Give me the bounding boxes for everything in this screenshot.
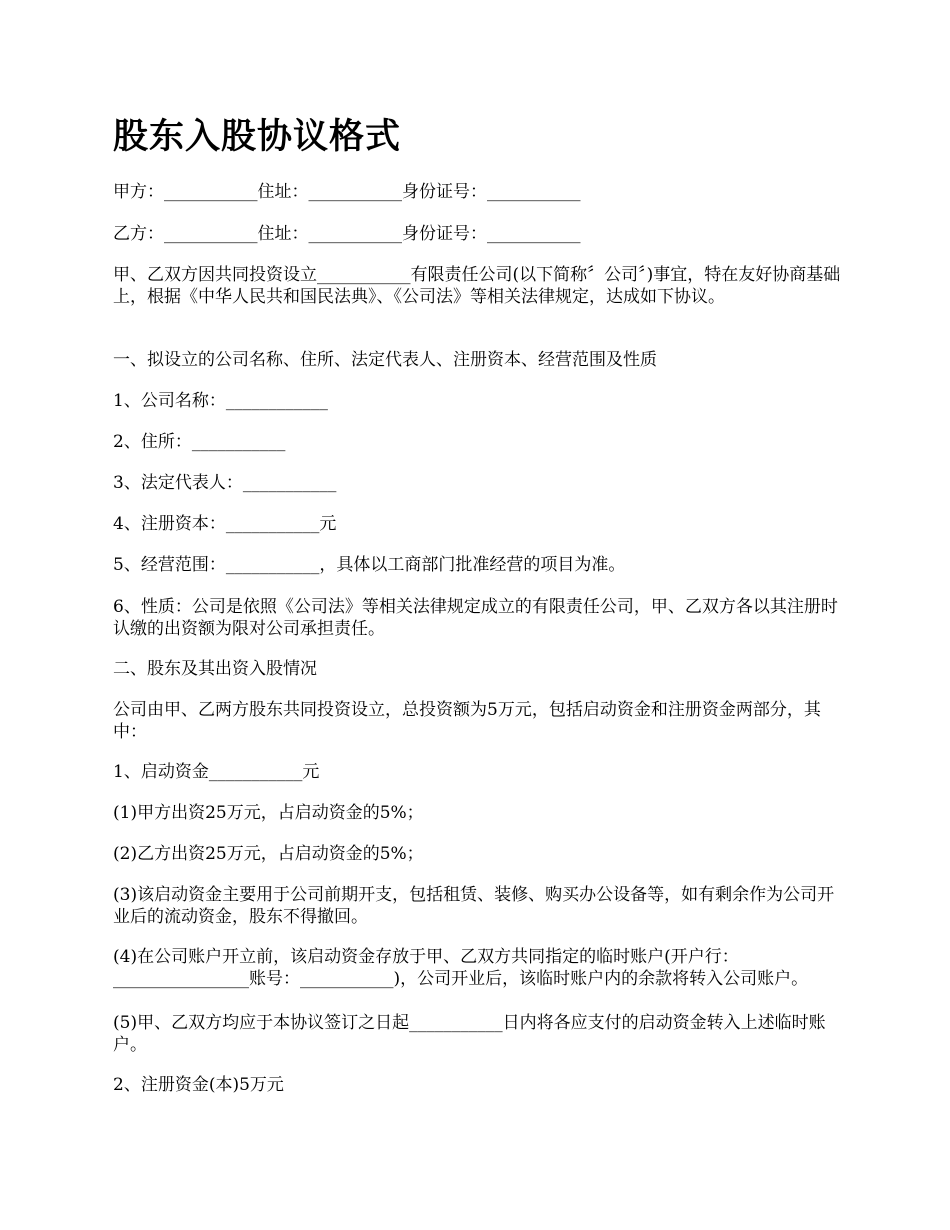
clause-2-line: (2)乙方出资25万元，占启动资金的5%； [113,844,424,864]
nature-paragraph: 6、性质：公司是依照《公司法》等相关法律规定成立的有限责任公司，甲、乙双方各以其注册时认缴的出资额为限对公司承担责任。 [113,597,838,639]
party-a-line: 甲方：___________住址：___________身份证号：___________ [113,182,581,202]
registered-capital-line: 4、注册资本：___________元 [113,514,337,534]
domicile-line: 2、住所：___________ [113,432,286,452]
clause-4-paragraph: (4)在公司账户开立前，该启动资金存放于甲、乙双方共同指定的临时账户(开户行：________________账号：___________)，公司开业后，该临时账户内的余款将转入公司账户。 [113,947,809,989]
preamble-paragraph: 甲、乙双方因共同投资设立___________有限责任公司(以下简称〞公司〞)事宜，特在友好协商基础上，根据《中华人民共和国民法典》、《公司法》等相关法律规定，达成如下协议。 [113,265,841,307]
legal-representative-line: 3、法定代表人：___________ [113,473,337,493]
section-2-heading: 二、股东及其出资入股情况 [113,659,317,679]
clause-3-paragraph: (3)该启动资金主要用于公司前期开支，包括租赁、装修、购买办公设备等，如有剩余作为公司开业后的流动资金，股东不得撤回。 [113,885,835,927]
investment-paragraph: 公司由甲、乙两方股东共同投资设立，总投资额为5万元，包括启动资金和注册资金两部分，其中： [113,700,821,742]
clause-1-line: (1)甲方出资25万元，占启动资金的5%； [113,803,424,823]
business-scope-line: 5、经营范围：___________，具体以工商部门批准经营的项目为准。 [113,555,626,575]
startup-fund-line: 1、启动资金___________元 [113,762,320,782]
section-1-heading: 一、拟设立的公司名称、住所、法定代表人、注册资本、经营范围及性质 [113,350,657,370]
clause-5-paragraph: (5)甲、乙双方均应于本协议签订之日起___________日内将各应支付的启动资金转入上述临时账户。 [113,1013,826,1055]
party-b-line: 乙方：___________住址：___________身份证号：___________ [113,224,581,244]
registered-fund-line: 2、注册资金(本)5万元 [113,1075,284,1095]
company-name-line: 1、公司名称：____________ [113,391,328,411]
document-title: 股东入股协议格式 [113,116,402,157]
